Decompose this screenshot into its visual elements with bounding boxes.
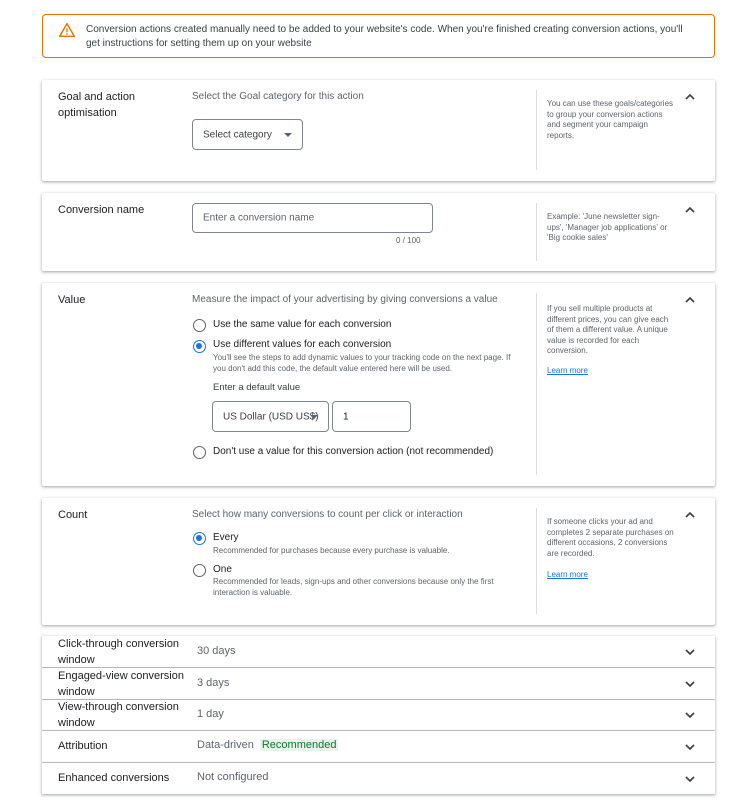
radio-no-value-label[interactable]: Don't use a value for this conversion action (not recommended) [213, 446, 494, 457]
dropdown-arrow-icon [310, 415, 318, 419]
goal-category-select[interactable] [192, 119, 303, 150]
goal-title: Goal and action optimisation [58, 91, 136, 119]
count-learn-more-link[interactable]: Learn more [547, 570, 588, 579]
conversion-name-input[interactable] [192, 203, 433, 233]
one-desc: Recommended for leads, sign-ups and other conversions because only the first interaction is valuable. [213, 577, 494, 597]
attribution-model: Data-driven [197, 739, 254, 751]
warning-icon [59, 23, 75, 37]
warning-banner [42, 14, 715, 58]
dropdown-arrow-icon [284, 133, 292, 137]
radio-every[interactable] [193, 532, 206, 545]
row-value: 1 day [197, 708, 224, 720]
recommended-badge: Recommended [261, 739, 337, 751]
row-value: 3 days [197, 677, 230, 689]
chevron-down-icon[interactable] [684, 678, 696, 690]
warning-text: Conversion actions created manually need to be added to your website's code. When you're finished creating conversion actions, you'll get instructions for setting them up on your website [86, 24, 683, 49]
value-title: Value [58, 294, 86, 306]
row-title: View-through conversion window [58, 701, 179, 729]
currency-value: US Dollar (USD US$) [223, 411, 319, 422]
value-subtitle: Measure the impact of your advertising by giving conversions a value [192, 294, 498, 305]
row-value: Not configured [197, 771, 269, 783]
default-value-label: Enter a default value [213, 382, 301, 393]
conversion-name-help: Example: 'June newsletter sign-ups', 'Manager job applications' or 'Big cookie sales' [547, 212, 668, 242]
row-value: 30 days [197, 645, 236, 657]
char-counter: 0 / 100 [396, 236, 421, 245]
value-help: If you sell multiple products at different prices, you can give each of them a different value. A unique value is recorded for each conversion. [547, 304, 669, 355]
chevron-up-icon[interactable] [684, 91, 696, 103]
view-through-window-row[interactable] [42, 700, 715, 730]
goal-subtitle: Select the Goal category for this action [192, 91, 364, 102]
chevron-down-icon[interactable] [684, 773, 696, 785]
row-title: Click-through conversion window [58, 638, 180, 666]
goal-category-label: Select category [203, 129, 272, 140]
conversion-name-card [42, 193, 715, 271]
row-title: Engaged-view conversion window [58, 670, 184, 698]
chevron-down-icon[interactable] [684, 741, 696, 753]
radio-different-values-label[interactable]: Use different values for each conversion [213, 339, 392, 350]
count-card [42, 498, 715, 625]
divider [536, 203, 537, 261]
radio-no-value[interactable] [193, 446, 206, 459]
chevron-up-icon[interactable] [684, 294, 696, 306]
goal-help: You can use these goals/categories to group your conversion actions and segment your campaign reports. [547, 99, 674, 140]
enhanced-conversions-row[interactable] [42, 763, 715, 794]
chevron-up-icon[interactable] [684, 204, 696, 216]
engaged-view-window-row[interactable] [42, 668, 715, 699]
chevron-down-icon[interactable] [684, 646, 696, 658]
count-subtitle: Select how many conversions to count per click or interaction [192, 509, 463, 520]
divider [536, 293, 537, 475]
different-values-desc: You'll see the steps to add dynamic values to your tracking code on the next page. If you don't add this code, the default value entered here will be used. [213, 353, 511, 373]
default-value-amount: 1 [343, 411, 349, 422]
every-desc: Recommended for purchases because every purchase is valuable. [213, 546, 450, 555]
default-value-input[interactable] [332, 401, 411, 432]
click-through-window-row[interactable] [42, 636, 715, 667]
radio-different-values[interactable] [193, 340, 206, 353]
divider [536, 90, 537, 170]
chevron-down-icon[interactable] [684, 709, 696, 721]
row-title: Attribution [58, 740, 108, 752]
radio-same-value[interactable] [193, 319, 206, 332]
value-card [42, 283, 715, 486]
row-value [197, 739, 338, 751]
conversion-name-placeholder: Enter a conversion name [203, 212, 315, 224]
radio-every-label[interactable]: Every [213, 532, 239, 543]
count-title: Count [58, 509, 88, 521]
radio-one[interactable] [193, 564, 206, 577]
divider [536, 508, 537, 614]
goal-card [42, 80, 715, 181]
radio-same-value-label[interactable]: Use the same value for each conversion [213, 319, 392, 330]
conversion-name-title: Conversion name [58, 204, 145, 216]
radio-one-label[interactable]: One [213, 564, 232, 575]
count-help: If someone clicks your ad and completes 2 separate purchases on different occasions, 2 conversions are recorded. [547, 517, 674, 558]
row-title: Enhanced conversions [58, 772, 170, 784]
attribution-row[interactable] [42, 731, 715, 762]
value-learn-more-link[interactable]: Learn more [547, 366, 588, 375]
currency-select[interactable] [212, 401, 329, 432]
chevron-up-icon[interactable] [684, 509, 696, 521]
